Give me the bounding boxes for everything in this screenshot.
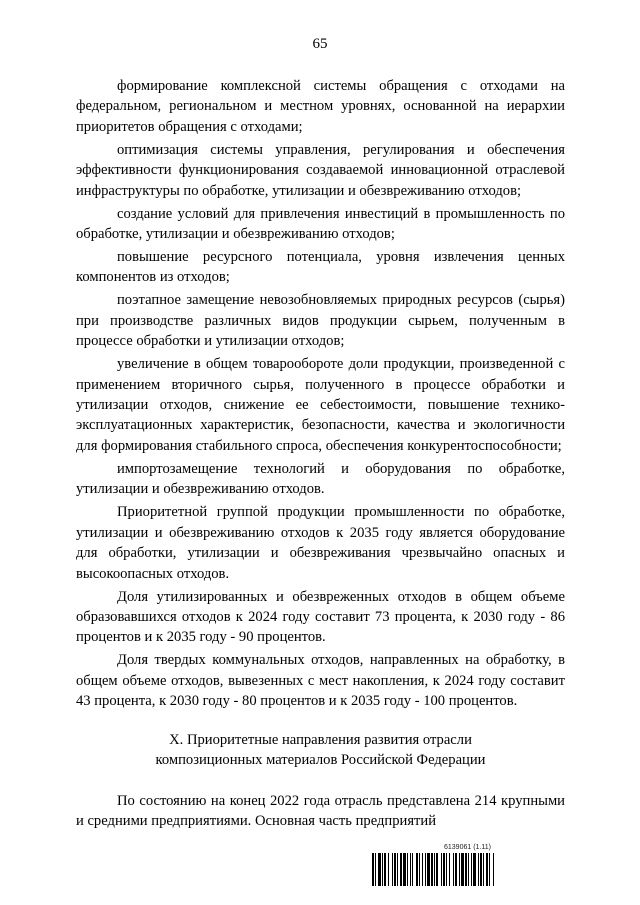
page-number: 65 xyxy=(312,36,328,52)
paragraph: Доля твердых коммунальных отходов, направленных на обработку, в общем объеме отходов, вывезенных с мест накопления, к 2024 году составит 43 процента, к 2030 году - 80 процентов и к 2035 году - 100 процентов. xyxy=(76,652,565,710)
section-heading-line-2: композиционных материалов Российской Федерации xyxy=(155,751,486,768)
paragraph: поэтапное замещение невозобновляемых природных ресурсов (сырья) при производстве различных видов продукции сырьем, полученным в процессе обработки и утилизации отходов; xyxy=(76,292,565,350)
paragraph: оптимизация системы управления, регулирования и обеспечения эффективности функционирования создаваемой инновационной отраслевой инфраструктуры по обработке, утилизации и обезвреживанию отходов; xyxy=(76,141,565,199)
paragraph: По состоянию на конец 2022 года отрасль представлена 214 крупными и средними предприятиями. Основная часть предприятий xyxy=(76,792,565,829)
paragraph: импортозамещение технологий и оборудования по обработке, утилизации и обезвреживанию отходов. xyxy=(76,460,565,498)
paragraph: Приоритетной группой продукции промышленности по обработке, утилизации и обезвреживанию отходов к 2035 году является оборудование для обработки, утилизации и обезвреживания чрезвычайно опасных и высокоопасных отходов. xyxy=(76,504,565,582)
barcode-icon xyxy=(372,853,564,886)
document-body xyxy=(76,76,565,834)
section-heading-line-1: X. Приоритетные направления развития отрасли xyxy=(169,731,472,748)
section-heading xyxy=(76,730,565,770)
paragraph: увеличение в общем товарообороте доли продукции, произведенной с применением вторичного сырья, полученного в процессе обработки и утилизации отходов, снижение ее себестоимости, повышение технико-эксплуатационных характеристик, безопасности, качества и экологичности для формирования стабильного спроса, обеспечения конкурентоспособности; xyxy=(76,356,565,454)
paragraph: Доля утилизированных и обезвреженных отходов в общем объеме образовавшихся отходов к 2024 году составит 73 процента, к 2030 году - 86 процентов и к 2035 году - 90 процентов. xyxy=(76,588,565,646)
paragraph: повышение ресурсного потенциала, уровня извлечения ценных компонентов из отходов; xyxy=(76,249,565,286)
barcode-id: 6139061 (1.11) xyxy=(444,844,491,851)
paragraph: формирование комплексной системы обращения с отходами на федеральном, региональном и местном уровнях, основанной на иерархии приоритетов обращения с отходами; xyxy=(76,78,565,135)
paragraph: создание условий для привлечения инвестиций в промышленность по обработке, утилизации и обезвреживанию отходов; xyxy=(76,205,565,243)
